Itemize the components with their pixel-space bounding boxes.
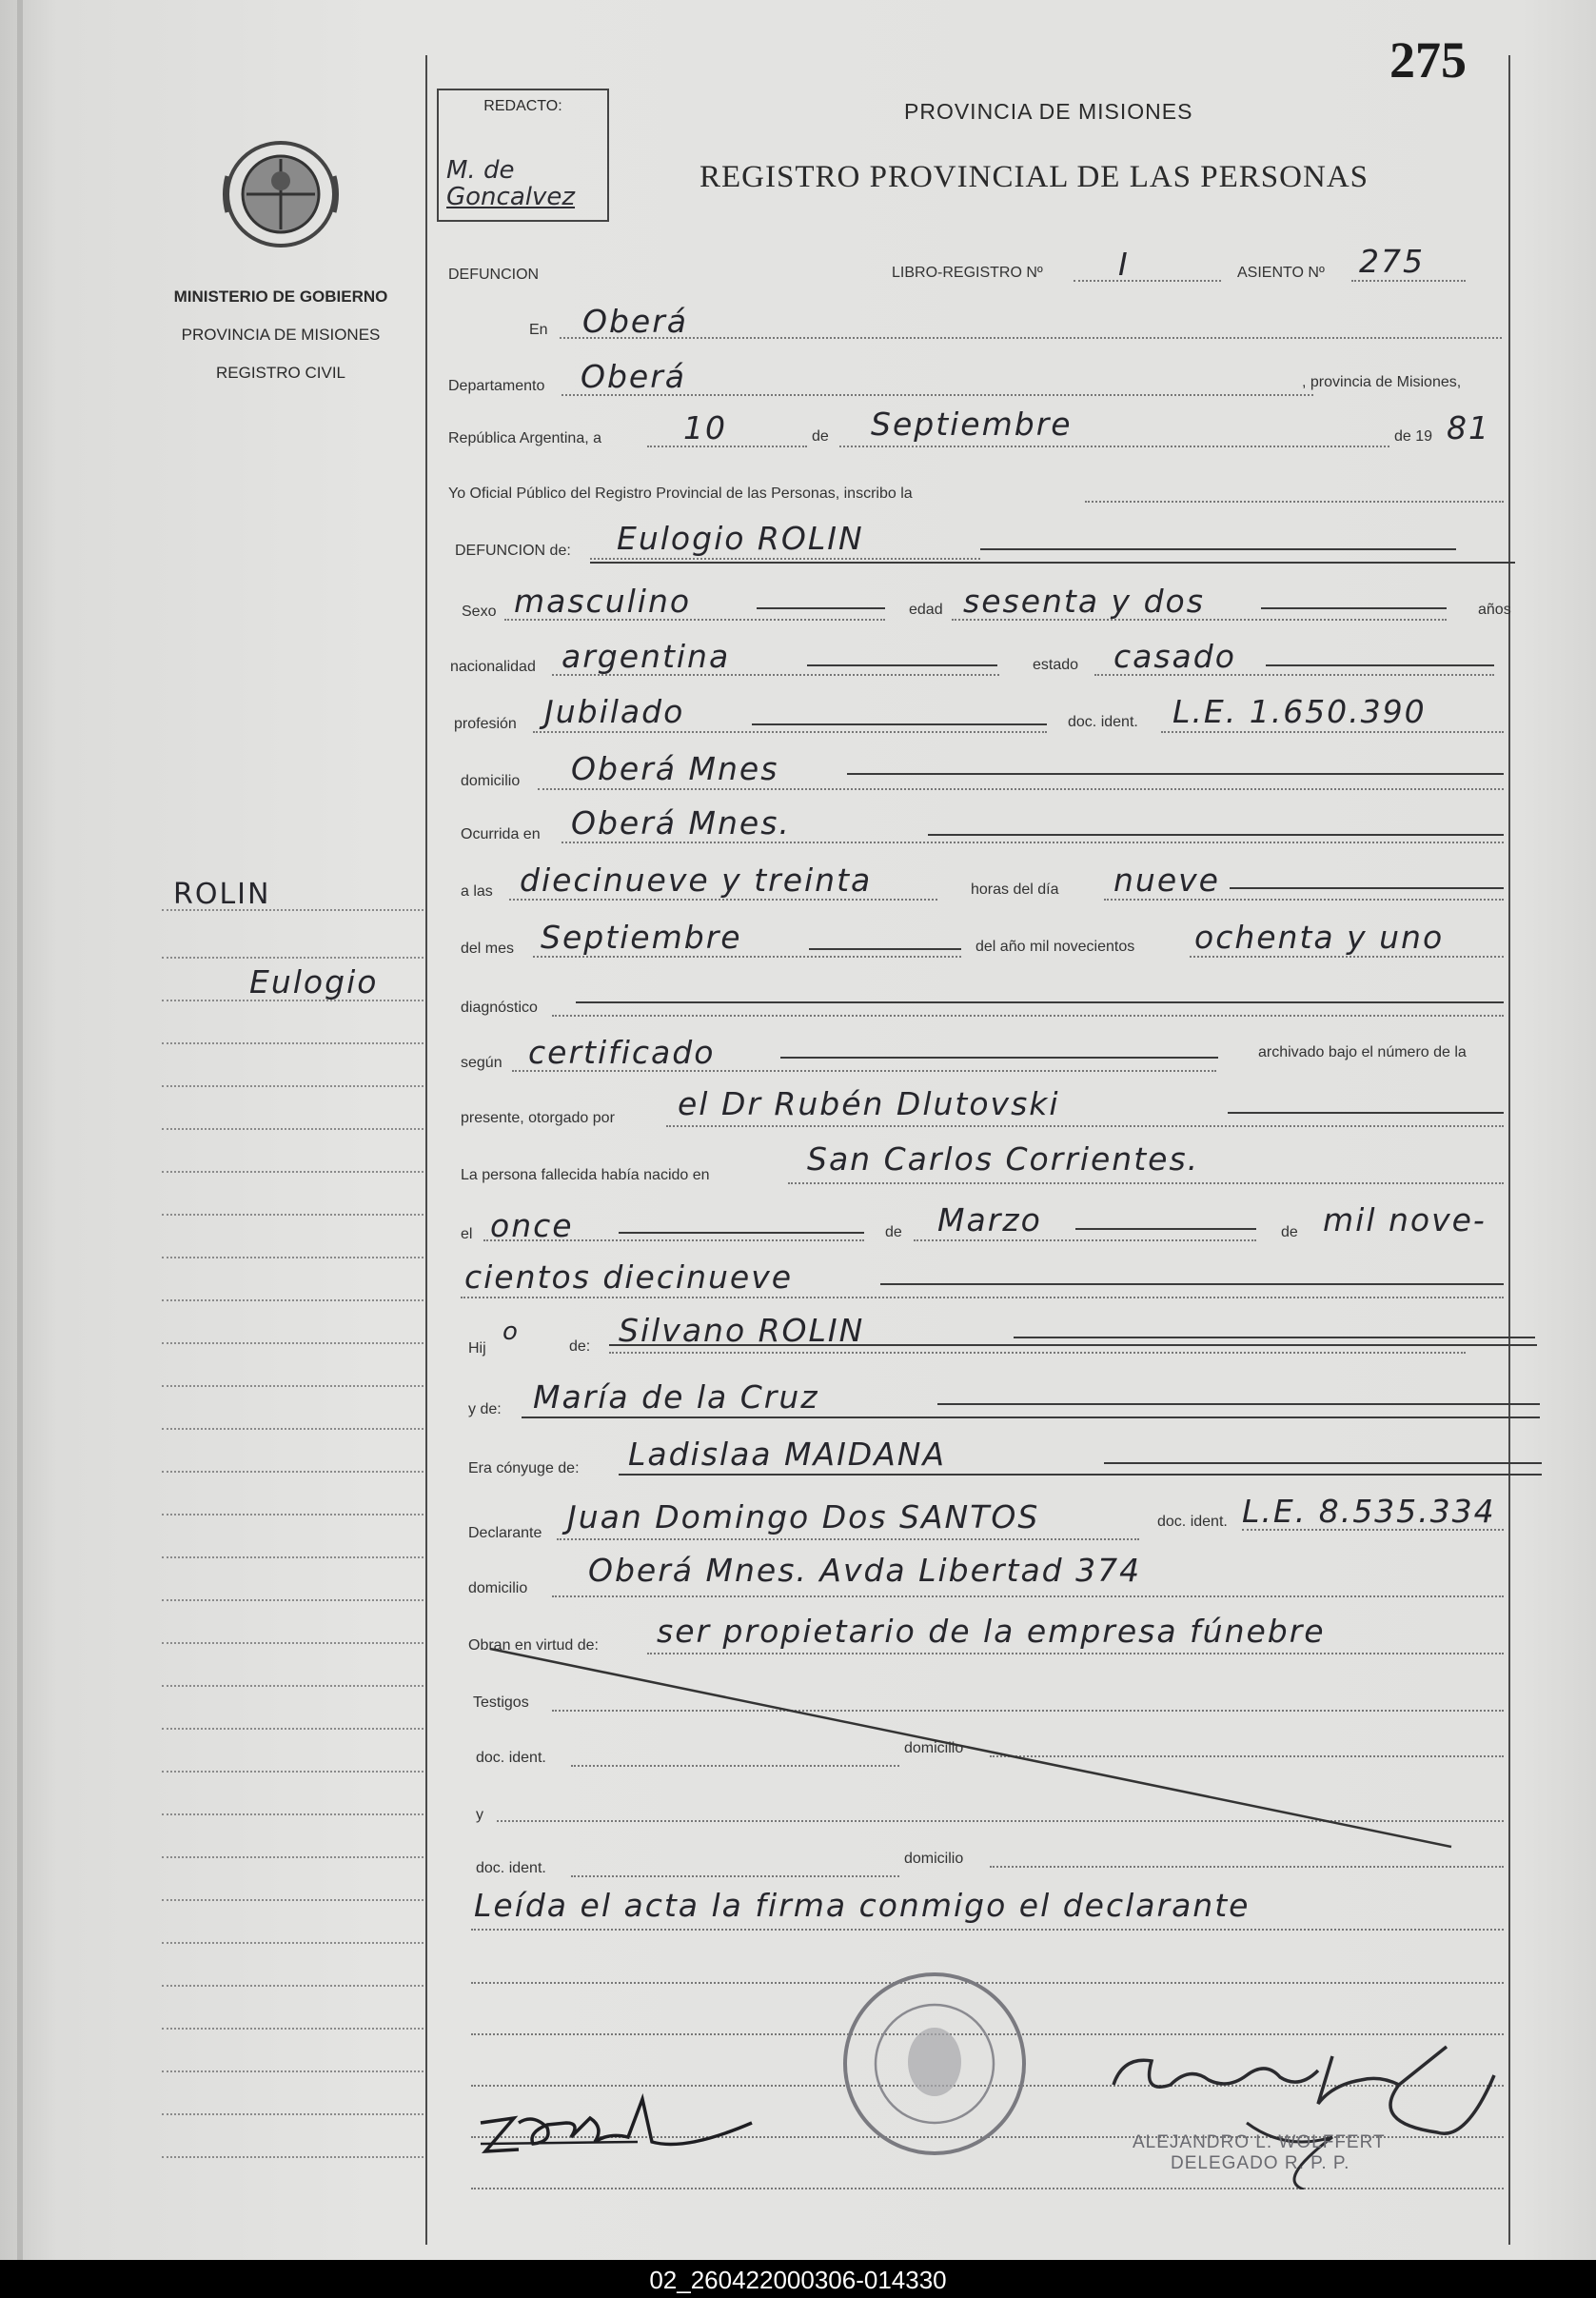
domicilio-strike: [847, 773, 1504, 775]
hij-label: Hij: [468, 1340, 486, 1357]
anio-value: ochenta y uno: [1194, 919, 1445, 956]
provincia-label: , provincia de Misiones,: [1302, 374, 1462, 390]
testigos-label: Testigos: [473, 1694, 529, 1711]
father-rule: [609, 1352, 1466, 1354]
side-rule: [162, 1042, 424, 1044]
oficial-rule: [1085, 501, 1504, 503]
obran-label: Obran en virtud de:: [468, 1637, 599, 1654]
nacido-value: San Carlos Corrientes.: [807, 1140, 1200, 1178]
birth-de-label2: de: [1281, 1224, 1298, 1240]
nacionalidad-strike: [807, 664, 997, 666]
birth-year-rule: [461, 1297, 1504, 1298]
conyuge-value: Ladislaa MAIDANA: [628, 1436, 947, 1473]
anos-label: años: [1478, 602, 1511, 618]
presente-value: el Dr Rubén Dlutovski: [678, 1085, 1060, 1122]
closing-value: Leída el acta la firma conmigo el declarante: [474, 1887, 1251, 1924]
year-prefix: de 19: [1394, 428, 1433, 445]
birth-month-value: Marzo: [937, 1201, 1042, 1238]
a-las-rule: [509, 899, 937, 901]
del-mes-strike: [809, 948, 961, 950]
presente-label: presente, otorgado por: [461, 1110, 615, 1126]
father-value: Silvano ROLIN: [619, 1312, 865, 1349]
father-strike: [1014, 1337, 1535, 1338]
deceased-value: Eulogio ROLIN: [617, 520, 864, 557]
side-rule: [162, 1171, 424, 1173]
libro-value: I: [1118, 246, 1130, 283]
side-rule: [162, 1685, 424, 1687]
a-las-value: diecinueve y treinta: [520, 862, 873, 899]
birth-month-strike: [1075, 1228, 1256, 1230]
doc-ident-rule: [1161, 731, 1504, 733]
estado-strike: [1266, 664, 1494, 666]
declarante-label: Declarante: [468, 1525, 542, 1541]
del-mes-label: del mes: [461, 941, 515, 957]
doc2-label: doc. ident.: [476, 1860, 546, 1876]
ministry-name: MINISTERIO DE GOBIERNO: [173, 287, 388, 306]
official-name-stamp: [1133, 2132, 1386, 2174]
closing-rule: [471, 1929, 1504, 1931]
presente-rule: [666, 1125, 1504, 1127]
ocurrida-value: Oberá Mnes.: [571, 804, 791, 842]
y-label: y: [476, 1807, 483, 1823]
cancel-diagonal: [471, 1637, 1461, 1856]
mother-strike: [937, 1403, 1540, 1405]
segun-label: según: [461, 1055, 502, 1071]
en-label: En: [529, 322, 548, 338]
estado-value: casado: [1113, 638, 1236, 675]
republica-label: República Argentina, a: [448, 430, 601, 446]
conyuge-label: Era cónyuge de:: [468, 1460, 580, 1476]
hij-de-label: de:: [569, 1338, 591, 1355]
official-role: DELEGADO R. P. P.: [1171, 2153, 1350, 2173]
form-border-right: [1508, 55, 1510, 2245]
side-rule: [162, 1813, 424, 1815]
nacionalidad-label: nacionalidad: [450, 659, 536, 675]
el-strike: [619, 1232, 864, 1234]
ocurrida-label: Ocurrida en: [461, 826, 541, 842]
year-value: 81: [1447, 409, 1490, 446]
domicilio2-rule: [990, 1866, 1504, 1868]
side-rule: [162, 1299, 424, 1301]
official-stamp-icon: [839, 1969, 1030, 2159]
asiento-label: ASIENTO Nº: [1237, 265, 1325, 281]
mother-value: María de la Cruz: [533, 1378, 819, 1416]
a-las-label: a las: [461, 883, 493, 900]
day-value: 10: [683, 409, 727, 446]
side-rule: [162, 1642, 424, 1644]
declarante-domicilio-rule: [552, 1595, 1504, 1597]
month-rule: [839, 446, 1389, 447]
side-rule: [162, 1556, 424, 1558]
defuncion-heading: DEFUNCION: [448, 267, 540, 283]
binding-gutter: [17, 0, 23, 2260]
side-rule: [162, 1728, 424, 1730]
conyuge-strike: [1104, 1462, 1542, 1464]
declarante-value: Juan Domingo Dos SANTOS: [567, 1498, 1040, 1535]
sexo-label: Sexo: [462, 604, 497, 620]
birth-de-label: de: [885, 1224, 902, 1240]
horas-value: nueve: [1113, 862, 1220, 899]
declarante-domicilio-label: domicilio: [468, 1580, 528, 1596]
del-mes-rule: [533, 956, 961, 958]
domicilio-value: Oberá Mnes: [571, 750, 779, 787]
birth-year-value2: cientos diecinueve: [464, 1258, 794, 1296]
domicilio-label: domicilio: [461, 773, 521, 789]
day-rule: [647, 446, 807, 447]
side-rule: [162, 1257, 424, 1258]
redacto-box: [437, 89, 609, 222]
ministry-block: [143, 278, 419, 392]
en-rule: [560, 337, 1502, 339]
deceased-strike: [980, 548, 1456, 550]
side-rule: [162, 1471, 424, 1473]
birth-year-value1: mil nove-: [1323, 1201, 1487, 1238]
coat-of-arms-icon: [223, 138, 339, 250]
side-rule: [162, 1985, 424, 1987]
side-rule: [162, 1085, 424, 1087]
side-given-name: Eulogio: [249, 963, 379, 1000]
libro-label: LIBRO-REGISTRO Nº: [892, 265, 1043, 281]
segun-strike: [780, 1057, 1218, 1059]
declarante-rule: [557, 1538, 1139, 1540]
sexo-value: masculino: [514, 583, 692, 620]
side-rule: [162, 1385, 424, 1387]
oficial-text: Yo Oficial Público del Registro Provincial de las Personas, inscribo la: [448, 485, 913, 502]
del-mes-value: Septiembre: [541, 919, 742, 956]
side-rule: [162, 2113, 424, 2115]
asiento-value: 275: [1359, 243, 1425, 280]
profesion-value: Jubilado: [544, 693, 685, 730]
diagnostico-label: diagnóstico: [461, 1000, 538, 1016]
obran-value: ser propietario de la empresa fúnebre: [657, 1613, 1326, 1650]
footer-file-id: 02_260422000306-014330: [649, 2266, 947, 2294]
el-value: once: [490, 1207, 574, 1244]
doc-ident-label: doc. ident.: [1068, 714, 1138, 730]
side-rule: [162, 1342, 424, 1344]
ocurrida-strike: [928, 834, 1504, 836]
birth-year-strike: [880, 1283, 1504, 1285]
redacto-name: [446, 157, 575, 210]
mother-underline: [522, 1416, 1540, 1418]
domicilio-rule: [538, 788, 1504, 790]
domicilio2-label: domicilio: [904, 1851, 964, 1867]
edad-strike: [1261, 607, 1447, 609]
horas-strike: [1230, 887, 1504, 889]
departamento-label: Departamento: [448, 378, 545, 394]
province-heading: PROVINCIA DE MISIONES: [904, 99, 1193, 124]
side-rule: [162, 2070, 424, 2072]
side-rule: [162, 1599, 424, 1601]
ocurrida-rule: [562, 842, 1504, 843]
diagnostico-strike: [576, 1001, 1504, 1003]
declarante-doc-label: doc. ident.: [1157, 1514, 1228, 1530]
side-rule: [162, 1899, 424, 1901]
domicilio1-label: domicilio: [904, 1740, 964, 1756]
side-rule: [162, 1128, 424, 1130]
side-rule: [162, 1428, 424, 1430]
month-value: Septiembre: [871, 406, 1073, 443]
form-border-left: [425, 55, 427, 2245]
libro-rule: [1074, 280, 1221, 282]
deceased-underline: [590, 562, 1515, 564]
registry-heading: REGISTRO PROVINCIAL DE LAS PERSONAS: [699, 160, 1369, 194]
redacto-name-line2: Goncalvez: [446, 183, 576, 211]
side-rule: [162, 957, 424, 959]
side-rule: [162, 1856, 424, 1858]
profesion-rule: [533, 731, 1047, 733]
edad-label: edad: [909, 602, 943, 618]
anio-rule: [1190, 956, 1504, 958]
official-name: ALEJANDRO L. WOLFFERT: [1133, 2132, 1386, 2152]
side-rule: [162, 1771, 424, 1773]
page-number: 275: [1389, 31, 1467, 89]
archivado-label: archivado bajo el número de la: [1258, 1044, 1467, 1060]
hij-value: o: [502, 1317, 520, 1346]
side-rule: [162, 2156, 424, 2158]
departamento-value: Oberá: [581, 358, 687, 395]
defuncion-de-label: DEFUNCION de:: [455, 543, 571, 559]
side-rule: [162, 1514, 424, 1515]
y-de-label: y de:: [468, 1401, 502, 1417]
declarant-signature: [476, 2085, 761, 2170]
footer-bar: [0, 2260, 1596, 2298]
doc2-rule: [571, 1875, 899, 1877]
asiento-rule: [1351, 280, 1466, 282]
diagnostico-rule: [552, 1015, 1504, 1017]
profesion-strike: [752, 723, 1047, 725]
redacto-name-line1: M. de: [446, 156, 515, 185]
doc1-label: doc. ident.: [476, 1750, 546, 1766]
deceased-rule: [590, 558, 980, 560]
conyuge-underline: [619, 1474, 1542, 1476]
estado-label: estado: [1033, 657, 1079, 673]
profesion-label: profesión: [454, 716, 517, 732]
nacido-rule: [788, 1182, 1504, 1184]
side-surname: ROLIN: [173, 878, 271, 911]
ministry-province: PROVINCIA DE MISIONES: [181, 326, 381, 344]
redacto-label: REDACTO:: [483, 98, 562, 114]
edad-value: sesenta y dos: [963, 583, 1205, 620]
declarante-doc-value: L.E. 8.535.334: [1242, 1493, 1496, 1530]
en-value: Oberá: [582, 303, 689, 340]
de-label: de: [812, 428, 829, 445]
presente-strike: [1228, 1112, 1504, 1114]
horas-rule: [1104, 899, 1504, 901]
horas-label: horas del día: [971, 882, 1059, 898]
nacionalidad-value: argentina: [562, 638, 731, 675]
side-rule: [162, 1942, 424, 1944]
segun-value: certificado: [528, 1034, 716, 1071]
doc-ident-value: L.E. 1.650.390: [1172, 693, 1427, 730]
side-rule: [162, 2028, 424, 2030]
el-label: el: [461, 1226, 473, 1242]
declarante-domicilio-value: Oberá Mnes. Avda Libertad 374: [588, 1552, 1142, 1589]
side-rule: [162, 1214, 424, 1216]
anio-label: del año mil novecientos: [975, 939, 1135, 955]
ministry-registry: REGISTRO CIVIL: [215, 364, 346, 382]
nacido-label: La persona fallecida había nacido en: [461, 1167, 710, 1183]
birth-month-rule: [914, 1239, 1256, 1241]
sexo-strike: [757, 607, 885, 609]
